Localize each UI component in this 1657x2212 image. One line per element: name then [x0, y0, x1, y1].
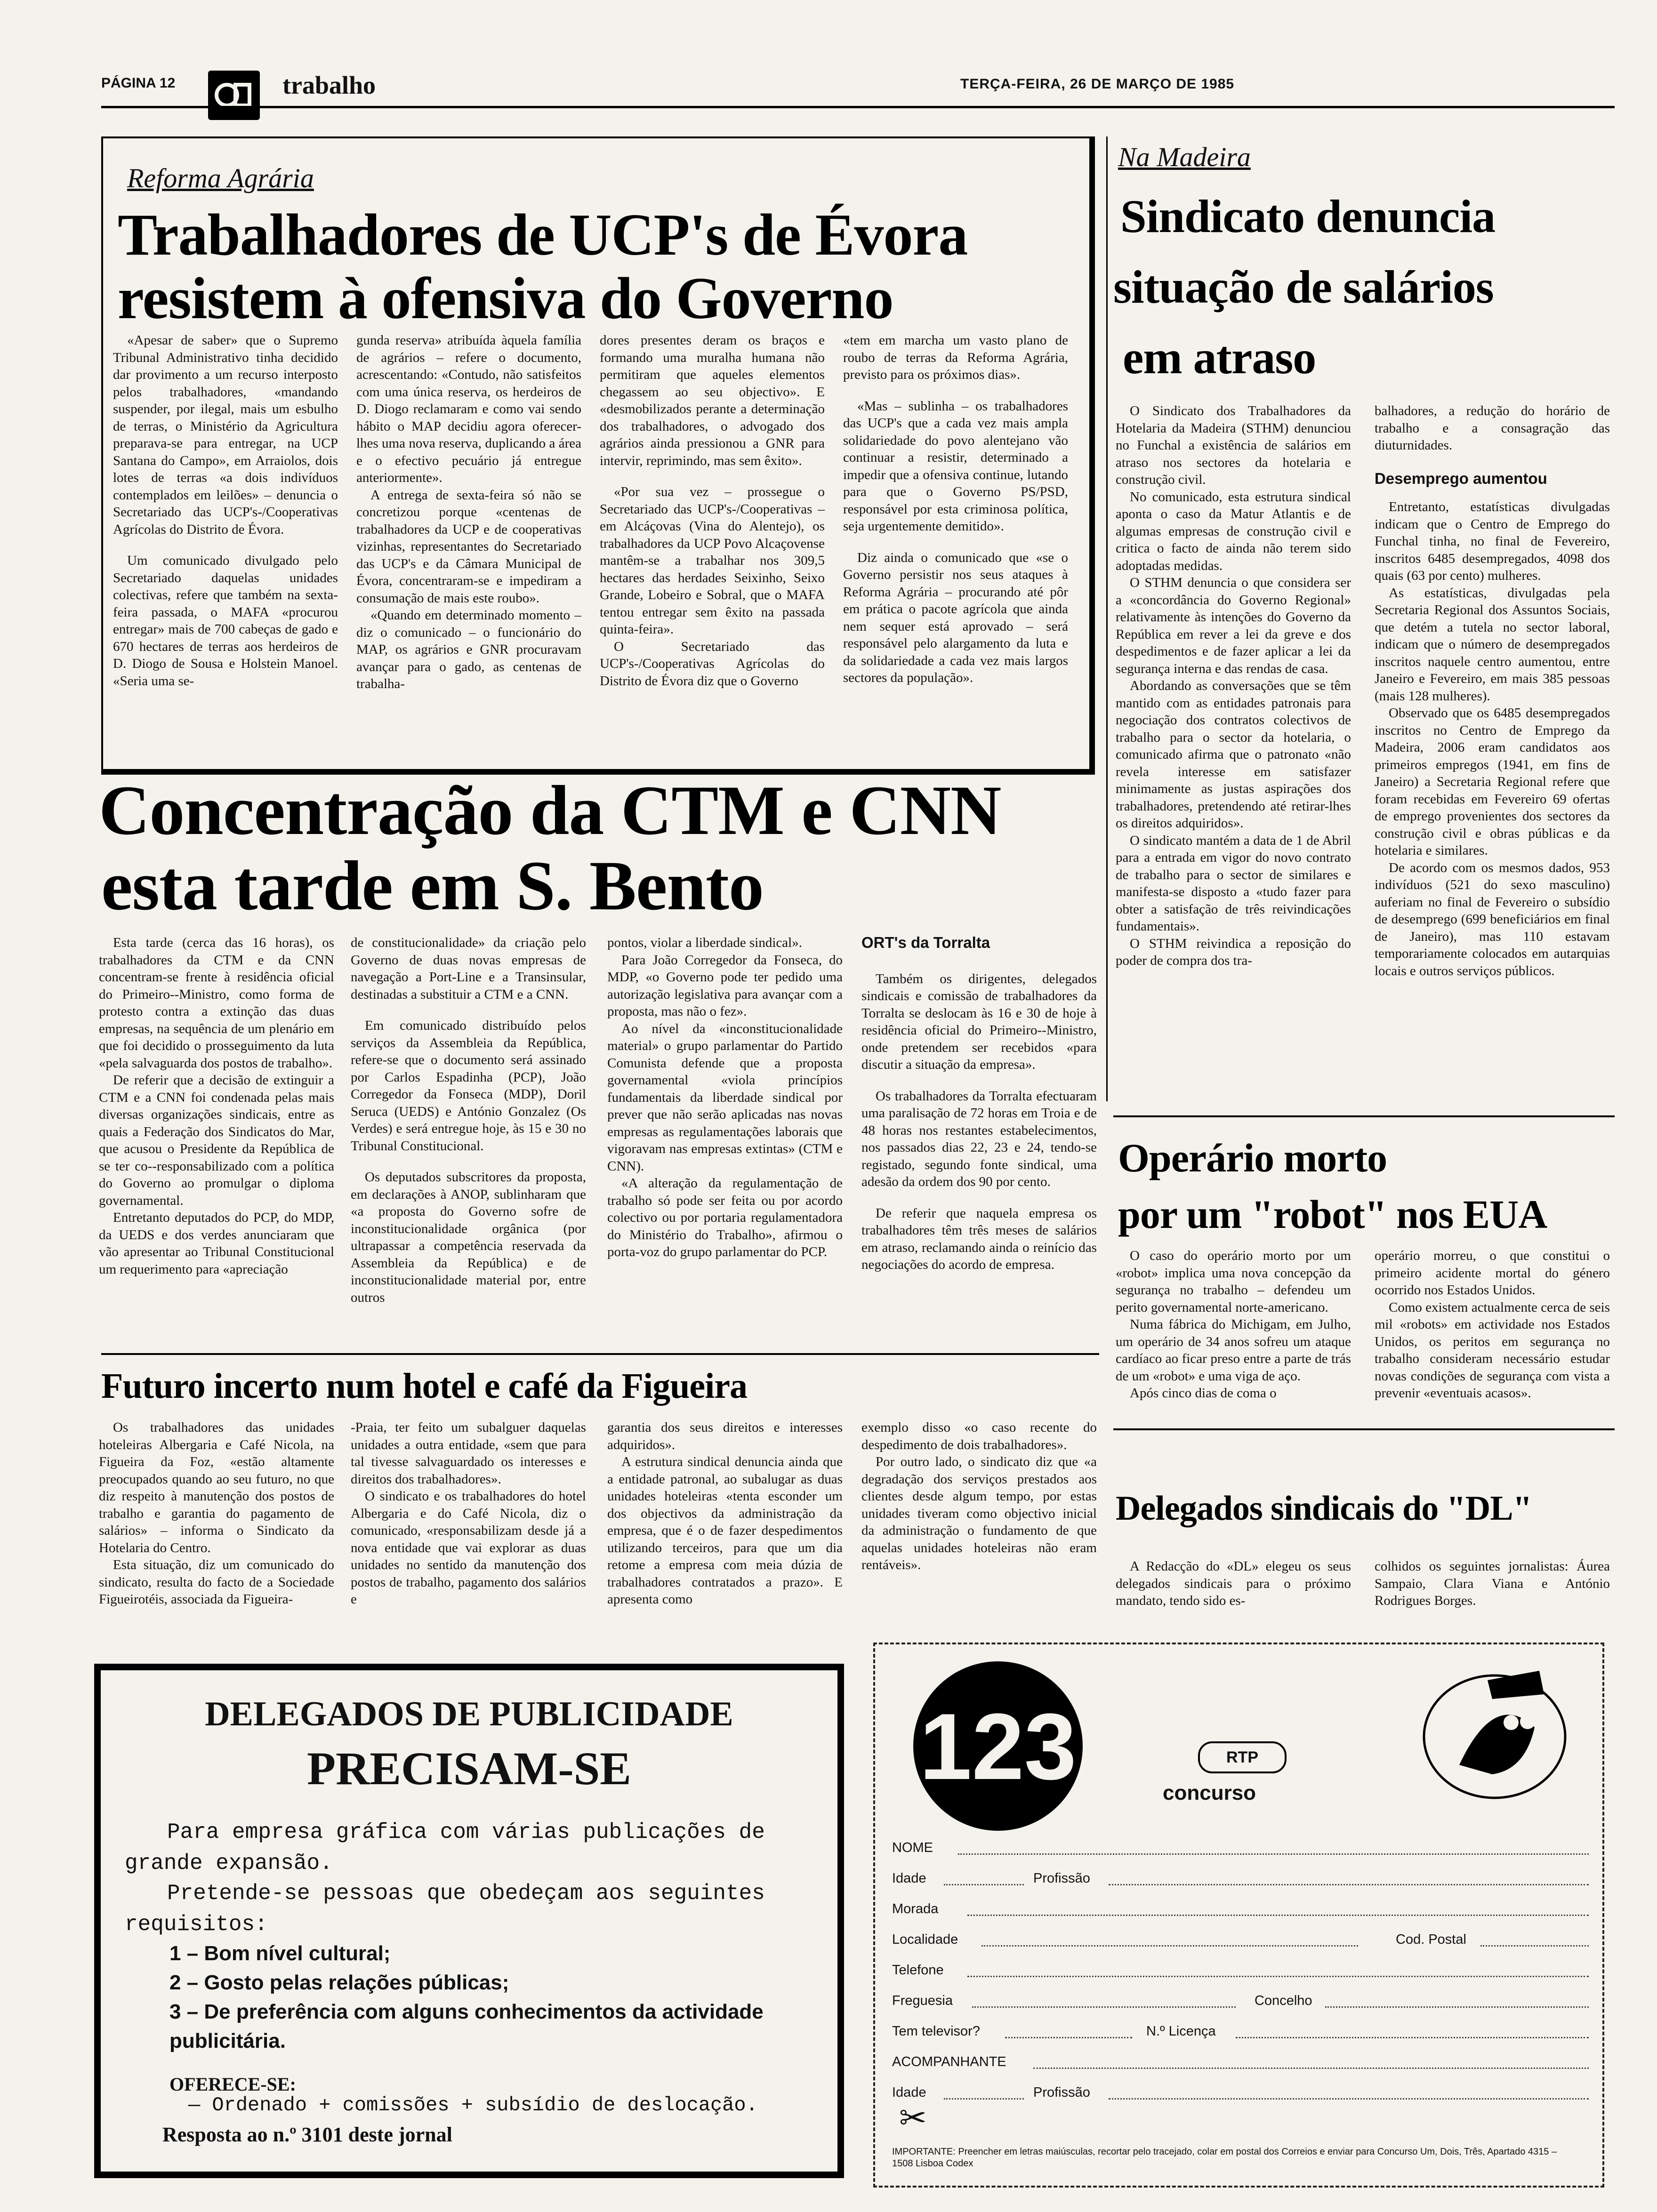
- field-line[interactable]: [944, 2085, 1024, 2100]
- right-column-rule: [1106, 136, 1108, 1101]
- section-logo-icon: [208, 71, 260, 120]
- article2-headline-line3: em atraso: [1123, 331, 1316, 384]
- article3-paragraph: Esta tarde (cerca das 16 horas), os trabalhadores da CTM e da CNN concentram-se frente à residência oficial do Primeiro--Ministro, como forma de protesto contra a extinção das duas empresas, na sequência de um plenário em que foi decidido o prosseguimento da luta «pela salvaguarda dos postos de trabalho».: [99, 935, 334, 1071]
- article1-headline-line2: resistem à ofensiva do Governo: [118, 266, 893, 331]
- rtp-logo-text: RTP: [1226, 1748, 1258, 1766]
- article2-headline-line1: Sindicato denuncia: [1120, 190, 1496, 242]
- field-line[interactable]: [1033, 2054, 1589, 2069]
- field-line[interactable]: [1109, 2085, 1589, 2100]
- field-label: Cod. Postal: [1396, 1932, 1466, 1947]
- article5-column-4: [861, 1419, 1097, 1574]
- rtp-logo: [1198, 1741, 1287, 1773]
- section-logo: [208, 71, 260, 120]
- field-line[interactable]: [981, 1932, 1358, 1947]
- article5-paragraph: Por outro lado, o sindicato diz que «a degradação dos serviços prestados aos clientes desde algum tempo, por estas unidades tiveram como objectivo inicial da administração o fundamento de que aquelas unidades hoteleiras não eram rentáveis».: [861, 1454, 1097, 1572]
- article4-column-1: [1116, 1247, 1351, 1402]
- article3-column-4: [861, 934, 1097, 1274]
- article2-subhead: Desemprego aumentou: [1375, 469, 1547, 487]
- article2-kicker: Na Madeira: [1118, 142, 1251, 172]
- article5-top-rule: [101, 1353, 1099, 1355]
- field-acompanhante[interactable]: [892, 2054, 1608, 2082]
- ad-reply-line: Resposta ao n.º 3101 deste jornal: [162, 2123, 452, 2146]
- field-line[interactable]: [1325, 1993, 1589, 2008]
- coupon-form: [873, 1831, 1601, 2137]
- masthead-rule: [101, 106, 1615, 108]
- article2-paragraph: Abordando as conversações que se têm mantido com as entidades patronais para negociação dos contratos colectivos de trabalho para o sector da hotelaria, o comunicado afirma que o patronato «não revela interesse em satisfazer minimamente as justas aspirações dos trabalhadores, pretendendo até retirar-lhes os direitos adquiridos».: [1116, 678, 1351, 831]
- article3-column-2: [351, 934, 586, 1306]
- article3-paragraph: Os trabalhadores da Torralta efectuaram uma paralisação de 72 horas em Troia e de 48 horas nos restantes estabelecimentos, nos passados dias 22, 23 e 24, tendo-se registado, segundo fonte sindical, uma adesão da ordem dos 90 por cento.: [861, 1088, 1097, 1189]
- article3-paragraph: Em comunicado distribuído pelos serviços da Assembleia da República, refere-se que o documento será assinado por Carlos Espadinha (PCP), João Corregedor da Fonseca (MDP), Doril Seruca (UEDS) e António Gonzalez (Os Verdes) e será entregue hoje, às 15 e 30 no Tribunal Constitucional.: [351, 1018, 586, 1154]
- field-line[interactable]: [967, 1963, 1589, 1977]
- article4-paragraph: Numa fábrica do Michigam, em Julho, um operário de 34 anos sofreu um ataque cardíaco ao ficar preso entre a parte de trás de um «robot» e uma viga de aço.: [1116, 1317, 1351, 1384]
- article1-paragraph: Diz ainda o comunicado que «se o Governo persistir nos seus ataques à Reforma Agrária – procurando até pôr em prática o pacote agrícola que ainda nem sequer está aprovado – será responsável pelo alargamento da luta e da solidariedade a cada vez mais largos sectores da população».: [843, 550, 1068, 685]
- mascot-illustration: [1417, 1661, 1572, 1803]
- show-logo-icon: [909, 1657, 1087, 1835]
- article2-paragraph: O Sindicato dos Trabalhadores da Hotelaria da Madeira (STHM) denunciou no Funchal a existência de salários em atraso nos sectores da hotelaria e construção civil.: [1116, 403, 1351, 487]
- field-morada[interactable]: [892, 1901, 1608, 1929]
- article6-headline: Delegados sindicais do "DL": [1116, 1489, 1532, 1528]
- field-line[interactable]: [967, 1901, 1589, 1916]
- field-freguesia[interactable]: [892, 1993, 1608, 2020]
- field-label: Telefone: [892, 1963, 944, 1978]
- article1-column-3: [600, 332, 825, 689]
- field-line[interactable]: [1005, 2024, 1132, 2038]
- field-line[interactable]: [1236, 2024, 1589, 2038]
- field-label: Idade: [892, 2085, 926, 2100]
- article6-paragraph: colhidos os seguintes jornalistas: Áurea Sampaio, Clara Viana e António Rodrigues Borges.: [1375, 1559, 1610, 1608]
- article4-paragraph: Após cinco dias de coma o: [1130, 1386, 1277, 1401]
- field-label: Profissão: [1033, 1871, 1090, 1886]
- coupon-note: IMPORTANTE: Preencher em letras maiúsculas, recortar pelo tracejado, colar em postal dos Correios e enviar para Concurso Um, Dois, Três, Apartado 4315 – 1508 Lisboa Codex: [892, 2147, 1557, 2169]
- article2-column-1: [1116, 402, 1351, 970]
- article2-column-2: [1375, 402, 1610, 979]
- article1-paragraph: «tem em marcha um vasto plano de roubo de terras da Reforma Agrária, previsto para os próximos dias».: [843, 333, 1068, 382]
- article1-paragraph: gunda reserva» atribuída àquela família de agrários – refere o documento, acrescentando: «Contudo, não satisfeitos com uma única reserva, os herdeiros de D. Diogo reclamaram e como vai sendo hábito o MAP decidiu agora oferecer-lhes uma nova reserva, duplicando a área e o efectivo pecuário já entregue anteriormente».: [356, 333, 581, 485]
- article5-paragraph: -Praia, ter feito um subalguer daquelas unidades a outra entidade, «sem que para tal tivesse salvaguardado os interesses e direitos dos trabalhadores».: [351, 1420, 586, 1487]
- article6-column-2: [1375, 1558, 1610, 1610]
- field-label: NOME: [892, 1840, 933, 1855]
- issue-date: TERÇA-FEIRA, 26 DE MARÇO DE 1985: [960, 76, 1235, 92]
- article5-paragraph: exemplo disso «o caso recente do despedimento de dois trabalhadores».: [861, 1420, 1097, 1452]
- field-localidade[interactable]: [892, 1932, 1608, 1959]
- article5-paragraph: Esta situação, diz um comunicado do sindicato, resulta do facto de a Sociedade Figueirotéis, associada da Figueira-: [99, 1557, 334, 1607]
- ad-requirements-list: [169, 1939, 819, 2056]
- article3-paragraph: De referir que a decisão de extinguir a CTM e a CNN foi condenada pelas mais diversas organizações sindicais, entre as quais a Federação dos Sindicatos do Mar, que acusou o Presidente da República de se ter co--responsabilizado com a política do Governo ao promulgar o diploma governamental.: [99, 1073, 334, 1208]
- article3-paragraph: «A alteração da regulamentação de trabalho só pode ser feita ou por acordo colectivo ou por portaria regulamentadora do Ministério do Trabalho», afirmou o porta-voz do grupo parlamentar do PCP.: [607, 1176, 843, 1259]
- field-label: Morada: [892, 1901, 939, 1916]
- article1-paragraph: O Secretariado das UCP's-/Cooperativas Agrícolas do Distrito de Évora diz que o Governo: [600, 639, 825, 689]
- article3-paragraph: De referir que naquela empresa os trabalhadores têm três meses de salários em atraso, reclamando ainda o reinício das negociações do acordo de empresa.: [861, 1205, 1097, 1272]
- article4-paragraph: O caso do operário morto por um «robot» implica uma nova concepção da segurança no trabalho – defendeu um perito governamental norte-americano.: [1116, 1248, 1351, 1315]
- article2-paragraph: No comunicado, esta estrutura sindical aponta o caso da Matur Atlantis e de algumas empresas de construção civil e critica o facto de ainda não terem sido adoptadas medidas.: [1116, 489, 1351, 573]
- article5-paragraph: A estrutura sindical denuncia ainda que a entidade patronal, ao subalugar as duas unidades hoteleiras «tenta esconder um dos objectivos da administração da empresa, que é o de fazer despedimentos utilizando terceiros, para que um dia retome a empresa com meia dúzia de trabalhadores contratados a prazo». E apresenta como: [607, 1454, 843, 1607]
- section-name: trabalho: [282, 71, 376, 99]
- article1-column-4: [843, 332, 1068, 687]
- article2-headline-line2: situação de salários: [1113, 261, 1494, 313]
- article3-headline-line2: esta tarde em S. Bento: [101, 847, 764, 925]
- ad-paragraph-2: Pretende-se pessoas que obedeçam aos seguintes requisitos:: [125, 1881, 765, 1937]
- article1-paragraph: dores presentes deram os braços e formando uma muralha humana não permitiram que aqueles elementos chegassem ao seu objectivo». E «desmobilizados perante a determinação dos trabalhadores, o advogado dos agrários ainda pressionou a GNR para intervir, reprimindo, mas sem êxito».: [600, 333, 825, 468]
- article5-column-3: [607, 1419, 843, 1608]
- article3-paragraph: Também os dirigentes, delegados sindicais e comissão de trabalhadores da Torralta se deslocam às 16 e 30 de hoje à residência oficial do Primeiro--Ministro, onde pretendem ser recebidos «para discutir a situação da empresa».: [861, 971, 1097, 1072]
- field-label: ACOMPANHANTE: [892, 2054, 1006, 2069]
- field-line[interactable]: [972, 1993, 1236, 2008]
- ad-requirement-item: 1 – Bom nível cultural;: [169, 1942, 391, 1965]
- article2-paragraph: De acordo com os mesmos dados, 953 indivíduos (521 do sexo masculino) auferiam no final de Fevereiro o subsídio de desemprego (699 beneficiários em final de Janeiro), mas 110 estavam temporariamente colocados em autarquias locais e outros serviços públicos.: [1375, 860, 1610, 978]
- field-line[interactable]: [944, 1871, 1024, 1885]
- article5-paragraph: garantia dos seus direitos e interesses adquiridos».: [607, 1420, 843, 1452]
- article3-headline-line1: Concentração da CTM e CNN: [99, 771, 1001, 850]
- article6-column-1: [1116, 1558, 1351, 1610]
- field-line[interactable]: [1109, 1871, 1589, 1885]
- article1-paragraph: Um comunicado divulgado pelo Secretariado daquelas unidades colectivas, refere que também na sexta-feira passada, o MAFA «procurou entregar» mais de 700 cabeças de gado e 670 hectares de terras aos herdeiros de D. Diogo de Sousa e Holstein Manoel. «Seria uma se-: [113, 553, 338, 689]
- ad-offer-text: — Ordenado + comissões + subsídio de deslocação.: [188, 2094, 758, 2116]
- article1-paragraph: A entrega de sexta-feira só não se concretizou porque «centenas de trabalhadores da UCP e de cooperativas vizinhas, representantes do Secretariado das UCP's e da Câmara Municipal de Évora, concentraram-se e impediram a consumação de mais este roubo».: [356, 487, 581, 606]
- scissors-icon: ✂: [899, 2100, 927, 2136]
- field-label: Tem televisor?: [892, 2024, 980, 2039]
- field-idade-acompanhante[interactable]: [892, 2085, 1608, 2112]
- article3-paragraph: Os deputados subscritores da proposta, em declarações à ANOP, sublinharam que «a proposta do Governo sofre de inconstitucionalidade orgânica (por ultrapassar a competência reservada da Assembleia da República) e de inconstitucionalidade material por, entre outros: [351, 1170, 586, 1305]
- article1-paragraph: «Quando em determinado momento – diz o comunicado – o funcionário do MAP, os agrários e GNR procuravam avançar para o gado, as centenas de trabalha-: [356, 608, 581, 691]
- field-label: Concelho: [1255, 1993, 1312, 2008]
- article2-paragraph: O sindicato mantém a data de 1 de Abril para a entrada em vigor do novo contrato de trabalho para o sector de similares e manifesta-se disposto a «tudo fazer para obter a satisfação de três reivindicações fundamentais».: [1116, 833, 1351, 934]
- field-idade[interactable]: [892, 1871, 1608, 1898]
- ad-requirement-item: 2 – Gosto pelas relações públicas;: [169, 1971, 509, 1994]
- article3-paragraph: Para João Corregedor da Fonseca, do MDP, «o Governo pode ter pedido uma autorização legislativa para avançar com a proposta, mas não o fez».: [607, 952, 843, 1019]
- article2-paragraph: O STHM denuncia o que considera ser a «concordância do Governo Regional» relativamente às intenções do Governo da República em rever a lei da greve e dos despedimentos e de fazer aplicar a lei da segurança interna e das rendas de casa.: [1116, 575, 1351, 676]
- article6-paragraph: A Redacção do «DL» elegeu os seus delegados sindicais para o próximo mandato, tendo sido es-: [1116, 1559, 1351, 1608]
- article2-paragraph: balhadores, a redução do horário de trabalho e a consagração das diuturnidades.: [1375, 403, 1610, 453]
- mascot-icon: [1417, 1661, 1572, 1803]
- article5-headline: Futuro incerto num hotel e café da Figueira: [101, 1366, 747, 1406]
- article4-paragraph: Como existem actualmente cerca de seis mil «robots» em actividade nos Estados Unidos, os peritos em segurança no trabalho consideram necessário estudar novas condições de segurança com vista a prevenir «eventuais acasos».: [1375, 1299, 1610, 1401]
- article4-paragraph: operário morreu, o que constitui o primeiro acidente mortal do género ocorrido nos Estados Unidos.: [1375, 1248, 1610, 1298]
- article3-paragraph: de constitucionalidade» da criação pelo Governo de duas novas empresas de navegação a Port-Line e a Transinsular, destinadas a substituir a CTM e a CNN.: [351, 935, 586, 1002]
- article5-paragraph: Os trabalhadores das unidades hoteleiras Albergaria e Café Nicola, na Figueira da Foz, «estão altamente preocupados quando ao seu futuro, no que diz respeito à manutenção dos postos de trabalho e garantia do pagamento de salários» – informa o Sindicato da Hotelaria do Centro.: [99, 1420, 334, 1555]
- article2-paragraph: Observado que os 6485 desempregados inscritos no Centro de Emprego da Madeira, 2006 eram candidatos aos primeiros empregos (1941, em fins de Janeiro) a Secretaria Regional refere que foram recebidas em Fevereiro 69 ofertas de emprego provenientes dos sectores da construção civil e obras públicas e da hotelaria e similares.: [1375, 705, 1610, 858]
- page-label: PÁGINA 12: [101, 75, 176, 91]
- article1-column-1: [113, 332, 338, 689]
- coupon-logo-123: [909, 1657, 1087, 1835]
- ad-title: DELEGADOS DE PUBLICIDADE: [205, 1695, 733, 1733]
- field-nome[interactable]: [892, 1840, 1608, 1867]
- article3-paragraph: pontos, violar a liberdade sindical».: [607, 935, 802, 950]
- field-label: Freguesia: [892, 1993, 953, 2008]
- field-label: Idade: [892, 1871, 926, 1886]
- article3-column-1: [99, 934, 334, 1278]
- article1-headline-line1: Trabalhadores de UCP's de Évora: [118, 202, 968, 268]
- field-label: Profissão: [1033, 2085, 1090, 2100]
- article5-column-1: [99, 1419, 334, 1608]
- ad-subtitle: PRECISAM-SE: [307, 1742, 631, 1795]
- ad-offer-label: OFERECE-SE:: [169, 2074, 296, 2095]
- field-label: N.º Licença: [1146, 2024, 1216, 2039]
- article5-column-2: [351, 1419, 586, 1608]
- field-line[interactable]: [958, 1840, 1589, 1855]
- coupon-label: concurso: [1163, 1781, 1256, 1804]
- article2-paragraph: O STHM reivindica a reposição do poder de compra dos tra-: [1116, 936, 1351, 968]
- field-televisor[interactable]: [892, 2024, 1608, 2051]
- field-line[interactable]: [1480, 1932, 1589, 1947]
- article4-column-2: [1375, 1247, 1610, 1402]
- article2-paragraph: As estatísticas, divulgadas pela Secretaria Regional dos Assuntos Sociais, que detém a tutela no sector laboral, indicam que o número de desempregados inscritos naquele centro aumentou, entre Janeiro e Fevereiro, em mais 385 pessoas (mais 128 mulheres).: [1375, 585, 1610, 704]
- article4-headline-line2: por um "robot" nos EUA: [1118, 1192, 1547, 1237]
- article6-top-rule: [1113, 1428, 1615, 1430]
- article3-column-3: [607, 934, 843, 1261]
- article1-column-2: [356, 332, 581, 693]
- field-label: Localidade: [892, 1932, 958, 1947]
- article3-paragraph: Entretanto deputados do PCP, do MDP, da UEDS e dos verdes anunciaram que vão apresentar ao Tribunal Constitucional um requerimento para «apreciação: [99, 1210, 334, 1277]
- article1-paragraph: «Por sua vez – prossegue o Secretariado das UCP's-/Cooperativas – em Alcáçovas (Vina do Alentejo), os trabalhadores da UCP Povo Alcaçovense mantêm-se a trabalhar nos 309,5 hectares das herdades Seixinho, Seixo Grande, Lobeiro e Sobral, que o MAFA tentou entregar sem êxito na passada quinta-feira».: [600, 484, 825, 637]
- article1-paragraph: «Mas – sublinha – os trabalhadores das UCP's que a cada vez mais ampla solidariedade do povo alentejano vão continuar a resistir, determinado a impedir que a ofensiva continue, lutando para que o Governo PS/PSD, responsável por esta criminosa política, seja urgentemente demitido».: [843, 398, 1068, 534]
- field-telefone[interactable]: [892, 1963, 1608, 1990]
- coupon-logo-number: 123: [919, 1694, 1077, 1799]
- ad-requirement-item: 3 – De preferência com alguns conhecimentos da actividade publicitária.: [169, 2000, 764, 2052]
- article5-paragraph: O sindicato e os trabalhadores do hotel Albergaria e do Café Nicola, diz o comunicado, «responsabilizam desde já a nova entidade que vai explorar as duas unidades no sentido da manutenção dos postos de trabalho, pagamento dos salários e: [351, 1489, 586, 1607]
- article3-paragraph: Ao nível da «inconstitucionalidade material» o grupo parlamentar do Partido Comunista defende que a proposta governamental «viola princípios fundamentais da liberdade sindical por prever que não serão aplicadas nas novas empresas as regulamentações laborais que vigoravam nas empresas extintas» (CTM e CNN).: [607, 1021, 843, 1174]
- article1-paragraph: «Apesar de saber» que o Supremo Tribunal Administrativo tinha decidido dar provimento a um recurso interposto pelos trabalhadores, «mandando suspender, por ilegal, mais um esbulho de terras, o Ministério da Agricultura preparava-se para entregar, na UCP Santana do Campo», em Arraiolos, dois lotes de terras «a dois indivíduos contemplados em leilões» – denuncia o Secretariado das UCP's-/Cooperativas Agrícolas do Distrito de Évora.: [113, 333, 338, 537]
- article3-subhead: ORT's da Torralta: [861, 934, 990, 951]
- article2-paragraph: Entretanto, estatísticas divulgadas indicam que o Centro de Emprego do Funchal tinha, no final de Fevereiro, inscritos 6485 desempregados, 4098 dos quais (63 por cento) mulheres.: [1375, 499, 1610, 583]
- article1-kicker: Reforma Agrária: [127, 163, 314, 193]
- article4-top-rule: [1113, 1115, 1615, 1117]
- article4-headline-line1: Operário morto: [1118, 1135, 1387, 1180]
- ad-paragraph-1: Para empresa gráfica com várias publicações de grande expansão.: [125, 1820, 765, 1875]
